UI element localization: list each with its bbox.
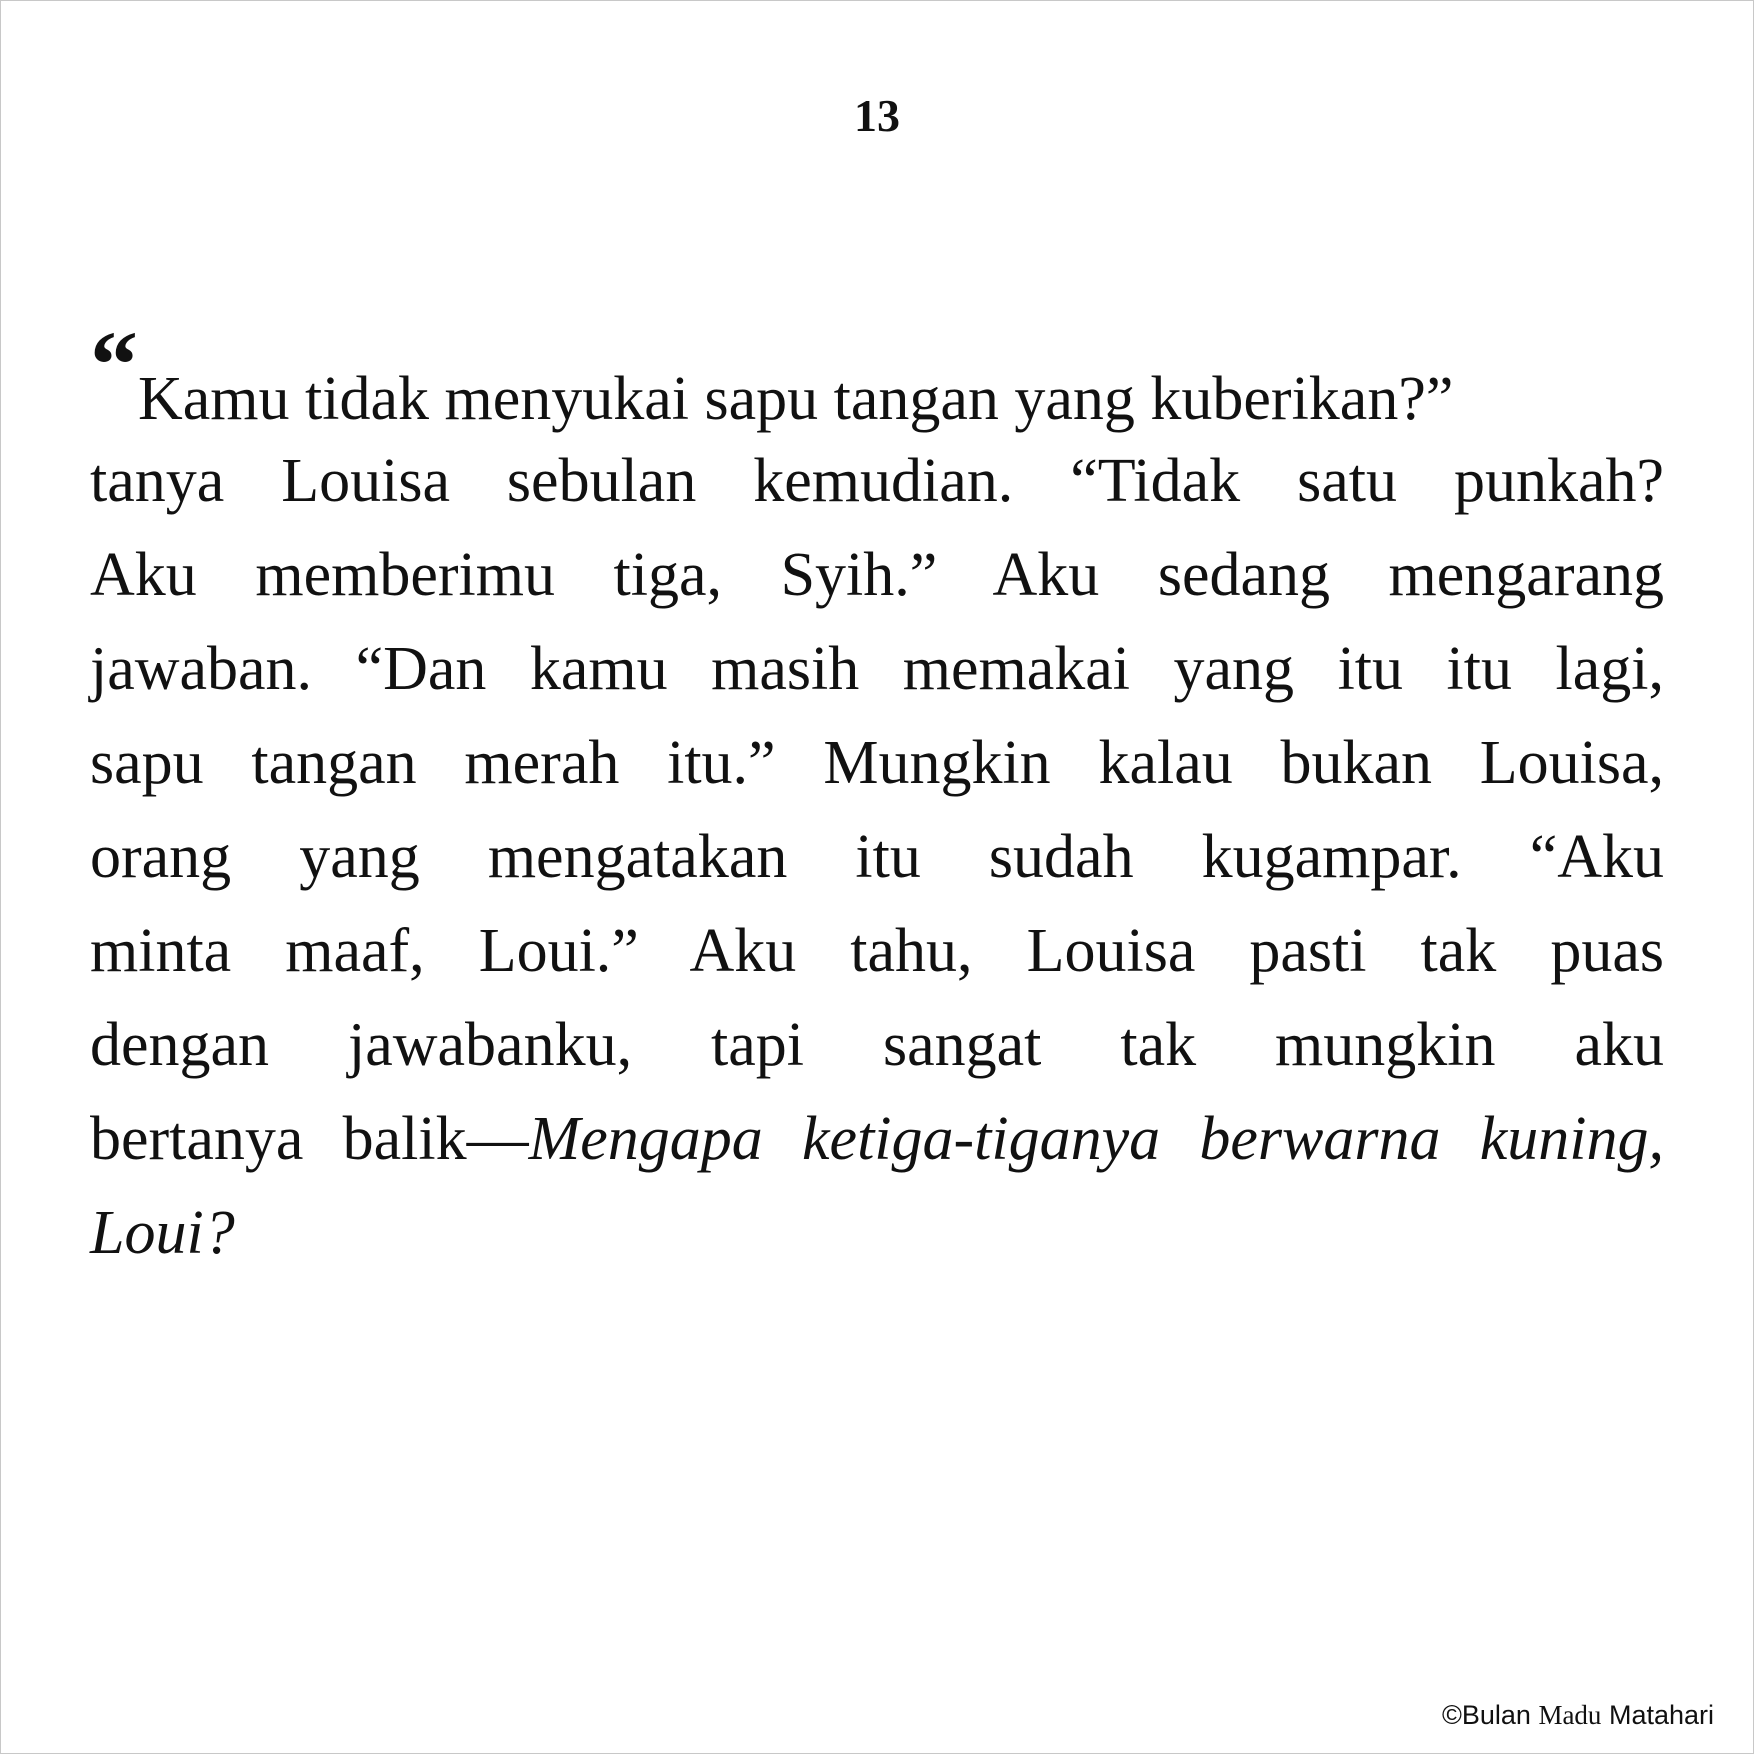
- paragraph-line-10: Loui?: [90, 1199, 235, 1267]
- paragraph-line-2: tanya Louisa sebulan kemudian. “Tidak satu punkah?: [90, 447, 1664, 515]
- paragraph-line-4: jawaban. “Dan kamu masih memakai yang itu itu lagi,: [90, 635, 1664, 703]
- body-paragraph: [90, 311, 1664, 1280]
- paragraph-line-7: minta maaf, Loui.” Aku tahu, Louisa pasti tak puas: [90, 917, 1664, 985]
- paragraph-line-8: dengan jawabanku, tapi sangat tak mungkin aku: [90, 1011, 1664, 1079]
- line-1-text: Kamu tidak menyukai sapu tangan yang kuberikan?”: [138, 365, 1454, 433]
- paragraph-line-5: sapu tangan merah itu.” Mungkin kalau bukan Louisa,: [90, 729, 1664, 797]
- page-number: 13: [854, 90, 900, 141]
- line-9-italic-text: Mengapa ketiga-tiganya berwarna kuning,: [528, 1105, 1664, 1173]
- copyright-last: Matahari: [1608, 1700, 1714, 1730]
- paragraph-line-9: [90, 1092, 1664, 1186]
- paragraph-line-6: orang yang mengatakan itu sudah kugampar. “Aku: [90, 823, 1664, 891]
- copyright-middle: Madu: [1538, 1700, 1602, 1730]
- line-9-plain-text: bertanya balik—: [90, 1105, 529, 1173]
- paragraph-line-1: [90, 311, 1664, 434]
- paragraph-line-3: Aku memberimu tiga, Syih.” Aku sedang mengarang: [90, 541, 1664, 609]
- opening-quote-mark: “: [90, 311, 134, 418]
- copyright-first: ©Bulan: [1441, 1700, 1531, 1730]
- copyright-notice: [1442, 1698, 1714, 1732]
